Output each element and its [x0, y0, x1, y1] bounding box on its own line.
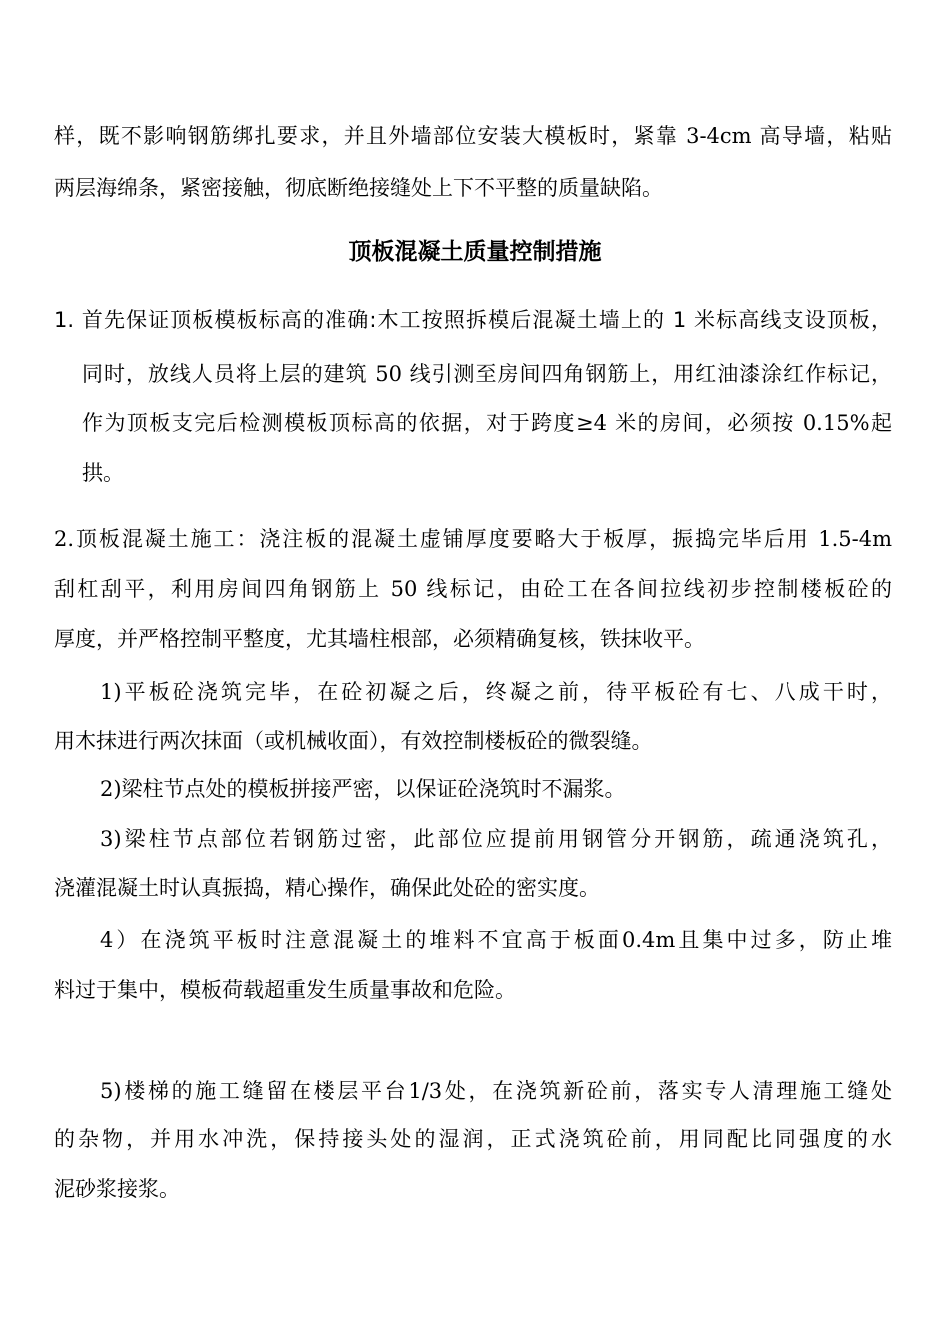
sub4-line-1: 4）在浇筑平板时注意混凝土的堆料不宜高于板面0.4m且集中过多，防止堆 [100, 928, 892, 952]
item1-line-4: 拱。 [82, 461, 124, 485]
item2-line-1: 2.顶板混凝土施工：浇注板的混凝土虚铺厚度要略大于板厚，振捣完毕后用 1.5-4m [54, 527, 892, 551]
sub1-line-1: 1)平板砼浇筑完毕，在砼初凝之后，终凝之前，待平板砼有七、八成干时， [100, 680, 892, 704]
sub4-line-2: 料过于集中，模板荷载超重发生质量事故和危险。 [54, 978, 516, 1002]
sub5-line-3: 泥砂浆接浆。 [54, 1177, 180, 1201]
item2-line-3: 厚度，并严格控制平整度，尤其墙柱根部，必须精确复核，铁抹收平。 [54, 627, 705, 651]
intro-line-2: 两层海绵条，紧密接触，彻底断绝接缝处上下不平整的质量缺陷。 [54, 176, 663, 200]
sub5-line-2: 的杂物，并用水冲洗，保持接头处的湿润，正式浇筑砼前，用同配比同强度的水 [54, 1127, 892, 1151]
sub3-line-2: 浇灌混凝土时认真振捣，精心操作，确保此处砼的密实度。 [54, 876, 600, 900]
item1-line-2: 同时，放线人员将上层的建筑 50 线引测至房间四角钢筋上，用红油漆涂红作标记， [82, 362, 892, 386]
intro-line-1: 样，既不影响钢筋绑扎要求，并且外墙部位安装大模板时，紧靠 3-4cm 高导墙，粘贴 [54, 124, 892, 148]
item2-line-2: 刮杠刮平，利用房间四角钢筋上 50 线标记，由砼工在各间拉线初步控制楼板砼的 [54, 577, 892, 601]
sub1-line-2: 用木抹进行两次抹面（或机械收面），有效控制楼板砼的微裂缝。 [54, 729, 653, 753]
sub3-line-1: 3)梁柱节点部位若钢筋过密，此部位应提前用钢管分开钢筋，疏通浇筑孔， [100, 827, 892, 851]
sub2-line-1: 2)梁柱节点处的模板拼接严密，以保证砼浇筑时不漏浆。 [100, 777, 626, 801]
sub5-line-1: 5)楼梯的施工缝留在楼层平台1/3处，在浇筑新砼前，落实专人清理施工缝处 [100, 1079, 892, 1103]
item1-line-3: 作为顶板支完后检测模板顶标高的依据，对于跨度≥4 米的房间，必须按 0.15%起 [82, 411, 892, 435]
item1-line-1: 1. 首先保证顶板模板标高的准确:木工按照拆模后混凝土墙上的 1 米标高线支设顶板， [54, 308, 892, 332]
section-title: 顶板混凝土质量控制措施 [348, 238, 602, 265]
